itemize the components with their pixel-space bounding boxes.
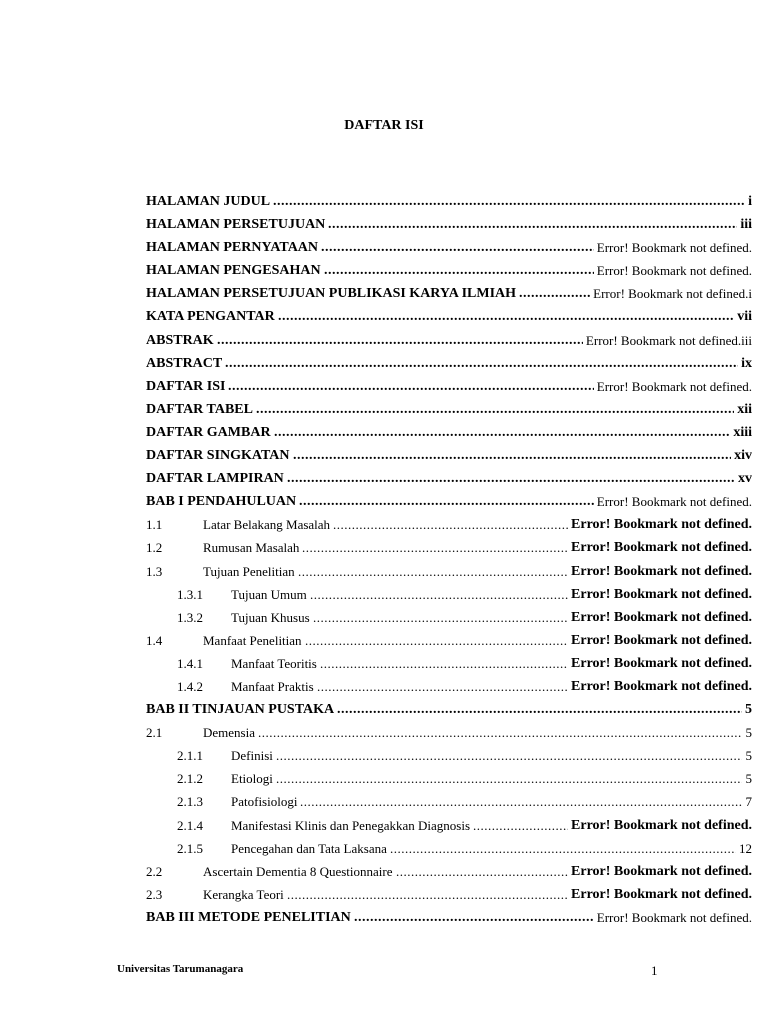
toc-entry-number: 2.3 — [146, 886, 163, 902]
toc-entry-label: BAB II TINJAUAN PUSTAKA — [146, 702, 335, 718]
toc-entry-label: HALAMAN PERNYATAAN — [146, 240, 319, 256]
toc-entry-label: Tujuan Penelitian — [203, 563, 295, 579]
toc-entry-page: xiv — [734, 448, 752, 464]
toc-entry-number: 2.1.3 — [177, 794, 203, 810]
toc-entry[interactable] — [146, 814, 752, 837]
toc-leader-dots — [276, 744, 742, 767]
toc-entry-label: HALAMAN JUDUL — [146, 194, 271, 209]
toc-leader-dots — [313, 606, 568, 629]
toc-entry-label: Demensia — [203, 725, 255, 741]
footer-institution: Universitas Tarumanagara — [117, 963, 244, 975]
toc-leader-dots — [328, 213, 737, 236]
toc-leader-dots — [278, 305, 734, 328]
toc-entry-page: 5 — [745, 725, 752, 741]
toc-entry[interactable] — [146, 698, 752, 721]
toc-entry[interactable] — [146, 490, 752, 513]
toc-entry-label: Manfaat Penelitian — [203, 632, 302, 648]
toc-entry-number: 1.4 — [146, 632, 163, 648]
toc-entry-page: Error! Bookmark not defined.iii — [585, 332, 752, 348]
toc-entry-number: 1.3 — [146, 563, 163, 579]
toc-entry-page: Error! Bookmark not defined. — [571, 817, 752, 833]
toc-entry-page: 12 — [739, 840, 752, 856]
table-of-contents — [146, 190, 752, 929]
toc-entry-page: Error! Bookmark not defined. — [571, 586, 752, 602]
toc-entry-page: Error! Bookmark not defined. — [571, 863, 752, 879]
toc-entry-label: HALAMAN PERSETUJUAN PUBLIKASI KARYA ILMIAH — [146, 286, 517, 302]
toc-leader-dots — [390, 837, 736, 860]
toc-entry-page: Error! Bookmark not defined. — [571, 655, 752, 671]
toc-entry-page: Error! Bookmark not defined.i — [593, 286, 752, 302]
toc-entry-label: Etiologi — [231, 771, 273, 787]
toc-leader-dots — [320, 652, 568, 675]
toc-entry-number: 2.2 — [146, 863, 163, 879]
toc-entry-page: Error! Bookmark not defined. — [596, 263, 752, 279]
toc-entry-page: Error! Bookmark not defined. — [596, 494, 752, 510]
toc-entry-page: ix — [741, 355, 752, 371]
toc-entry[interactable] — [146, 629, 752, 652]
toc-entry-label: DAFTAR LAMPIRAN — [146, 471, 284, 487]
toc-entry-page: Error! Bookmark not defined. — [571, 609, 752, 625]
toc-entry[interactable] — [146, 837, 752, 860]
toc-entry-page: Error! Bookmark not defined. — [571, 517, 752, 533]
toc-entry-page: xii — [737, 401, 752, 417]
toc-leader-dots — [354, 906, 594, 929]
toc-entry-label: BAB I PENDAHULUAN — [146, 494, 297, 510]
toc-entry[interactable] — [146, 444, 752, 467]
toc-entry-label: Kerangka Teori — [203, 886, 284, 902]
toc-leader-dots — [298, 560, 568, 583]
toc-leader-dots — [317, 675, 568, 698]
toc-entry[interactable] — [146, 744, 752, 767]
toc-entry[interactable] — [146, 282, 752, 305]
toc-entry[interactable] — [146, 352, 752, 375]
toc-entry[interactable] — [146, 652, 752, 675]
toc-entry-page: Error! Bookmark not defined. — [571, 540, 752, 556]
toc-leader-dots — [519, 282, 590, 305]
toc-entry-label: Manfaat Teoritis — [231, 655, 317, 671]
toc-entry-label: ABSTRAK — [146, 332, 214, 348]
toc-entry[interactable] — [146, 213, 752, 236]
toc-entry[interactable] — [146, 883, 752, 906]
toc-entry[interactable] — [146, 398, 752, 421]
toc-entry[interactable] — [146, 513, 752, 536]
toc-entry-label: DAFTAR ISI — [146, 378, 226, 394]
toc-entry-label: Patofisiologi — [231, 794, 298, 810]
toc-leader-dots — [258, 721, 742, 744]
toc-entry-label: Definisi — [231, 748, 273, 764]
toc-entry-label: KATA PENGANTAR — [146, 309, 275, 325]
toc-leader-dots — [310, 583, 568, 606]
toc-leader-dots — [302, 536, 568, 559]
toc-leader-dots — [256, 398, 734, 421]
toc-leader-dots — [287, 883, 568, 906]
toc-entry[interactable] — [146, 421, 752, 444]
toc-entry-label: DAFTAR TABEL — [146, 401, 253, 417]
toc-entry-number: 1.3.2 — [177, 609, 203, 625]
toc-leader-dots — [217, 329, 583, 352]
toc-leader-dots — [305, 629, 568, 652]
toc-entry-number: 2.1.5 — [177, 840, 203, 856]
toc-entry-page: Error! Bookmark not defined. — [596, 909, 752, 925]
toc-entry[interactable] — [146, 860, 752, 883]
toc-entry-page: Error! Bookmark not defined. — [571, 886, 752, 902]
toc-leader-dots — [273, 190, 745, 213]
toc-leader-dots — [396, 860, 568, 883]
toc-entry[interactable] — [146, 560, 752, 583]
toc-entry-page: Error! Bookmark not defined. — [571, 678, 752, 694]
toc-entry[interactable] — [146, 767, 752, 790]
toc-leader-dots — [321, 236, 594, 259]
toc-entry-number: 1.2 — [146, 540, 163, 556]
toc-entry-label: Rumusan Masalah — [203, 540, 300, 556]
toc-entry[interactable] — [146, 375, 752, 398]
toc-leader-dots — [228, 375, 594, 398]
toc-entry-number: 2.1.1 — [177, 748, 203, 764]
toc-entry-number: 1.4.2 — [177, 678, 203, 694]
toc-entry-label: Tujuan Khusus — [231, 609, 310, 625]
toc-entry[interactable] — [146, 583, 752, 606]
toc-entry[interactable] — [146, 259, 752, 282]
toc-entry-number: 1.3.1 — [177, 586, 203, 602]
toc-entry[interactable] — [146, 675, 752, 698]
toc-entry-label: ABSTRACT — [146, 355, 223, 371]
toc-entry[interactable] — [146, 467, 752, 490]
toc-entry-page: 5 — [745, 702, 752, 718]
toc-entry-label: Manifestasi Klinis dan Penegakkan Diagnosis — [231, 817, 471, 833]
toc-entry-label: DAFTAR GAMBAR — [146, 424, 271, 440]
toc-entry-page: Error! Bookmark not defined. — [596, 240, 752, 256]
toc-entry-label: HALAMAN PERSETUJUAN — [146, 217, 326, 233]
toc-entry-label: Manfaat Praktis — [231, 678, 314, 694]
toc-leader-dots — [299, 490, 594, 513]
toc-entry-label: DAFTAR SINGKATAN — [146, 448, 290, 464]
toc-entry-number: 2.1.4 — [177, 817, 203, 833]
toc-entry-page: Error! Bookmark not defined. — [571, 632, 752, 648]
toc-leader-dots — [274, 421, 730, 444]
toc-leader-dots — [293, 444, 731, 467]
toc-entry[interactable] — [146, 906, 752, 929]
toc-entry[interactable] — [146, 536, 752, 559]
toc-leader-dots — [337, 698, 742, 721]
toc-entry-number: 1.4.1 — [177, 655, 203, 671]
toc-entry-page: Error! Bookmark not defined. — [596, 378, 752, 394]
toc-entry[interactable] — [146, 606, 752, 629]
toc-leader-dots — [276, 767, 742, 790]
footer-page-number: 1 — [651, 963, 658, 978]
toc-entry-number: 2.1.2 — [177, 771, 203, 787]
toc-entry-label: Tujuan Umum — [231, 586, 307, 602]
toc-entry-label: Ascertain Dementia 8 Questionnaire — [203, 863, 393, 879]
toc-entry-number: 1.1 — [146, 517, 163, 533]
toc-entry-page: vii — [737, 309, 752, 325]
toc-entry[interactable] — [146, 721, 752, 744]
toc-entry[interactable] — [146, 236, 752, 259]
toc-leader-dots — [473, 814, 568, 837]
toc-entry-page: 5 — [745, 748, 752, 764]
toc-entry-page: i — [748, 194, 752, 209]
toc-leader-dots — [333, 513, 568, 536]
page-title: DAFTAR ISI — [344, 118, 424, 133]
toc-entry-label: HALAMAN PENGESAHAN — [146, 263, 321, 279]
toc-entry-label: Pencegahan dan Tata Laksana — [231, 840, 387, 856]
toc-entry-label: Latar Belakang Masalah — [203, 517, 331, 533]
toc-entry-page: 5 — [745, 771, 752, 787]
toc-leader-dots — [324, 259, 594, 282]
toc-entry-page: 7 — [745, 794, 752, 810]
toc-entry-page: xv — [738, 471, 752, 487]
toc-leader-dots — [287, 467, 735, 490]
toc-entry-page: iii — [740, 217, 752, 233]
toc-entry-label: BAB III METODE PENELITIAN — [146, 909, 351, 925]
toc-entry-page: Error! Bookmark not defined. — [571, 563, 752, 579]
toc-leader-dots — [300, 790, 742, 813]
toc-entry[interactable] — [146, 305, 752, 328]
toc-entry[interactable] — [146, 790, 752, 813]
toc-entry-page: xiii — [733, 424, 752, 440]
toc-leader-dots — [225, 352, 738, 375]
toc-entry-number: 2.1 — [146, 725, 163, 741]
toc-entry[interactable] — [146, 190, 752, 213]
toc-entry[interactable] — [146, 329, 752, 352]
